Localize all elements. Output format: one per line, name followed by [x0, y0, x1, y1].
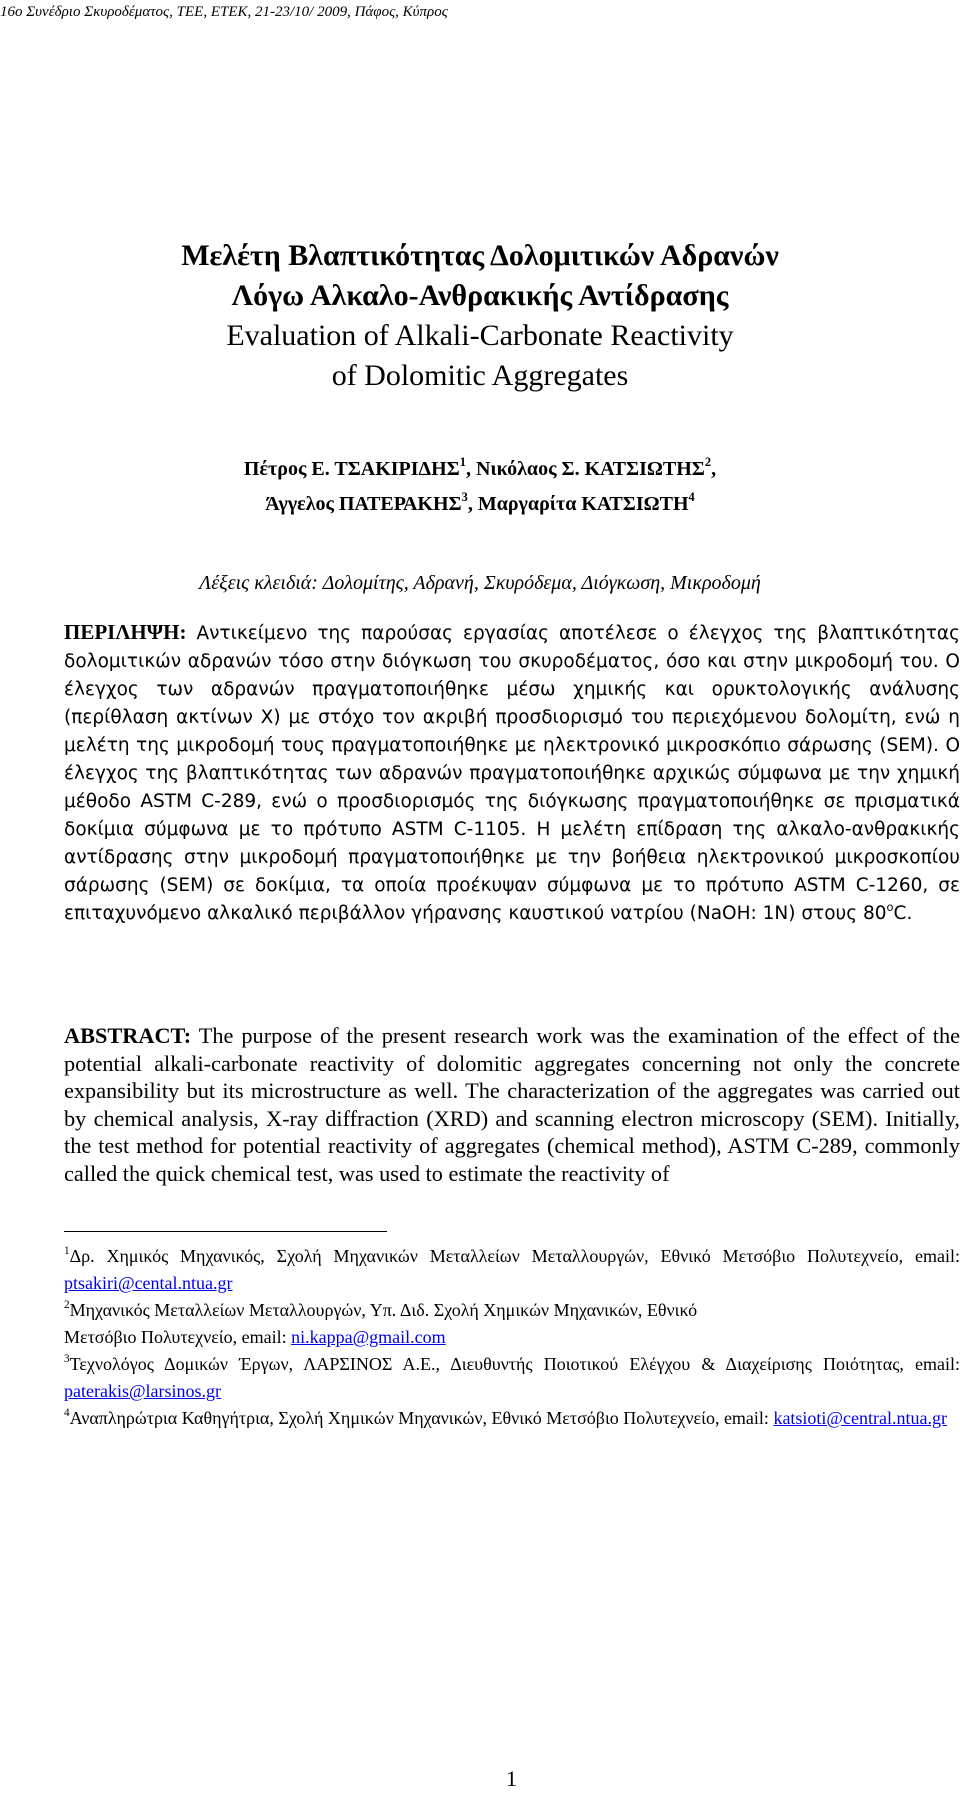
author-name: Πέτρος Ε. ΤΣΑΚΙΡΙΔΗΣ	[243, 458, 460, 480]
author-name: Άγγελος ΠΑΤΕΡΑΚΗΣ	[265, 493, 462, 515]
footnote-3	[64, 1351, 960, 1405]
footnote-1	[64, 1243, 960, 1297]
abstract-english-body: The purpose of the present research work was the examination of the effect of the potential alkali-carbonate reactivity of dolomitic aggregates concerning not only the concrete expansibility but its microstructure as well. The characterization of the aggregates was carried out by chemical analysis, X-ray diffraction (XRD) and scanning electron microscopy (SEM). Initially, the test method for potential reactivity of aggregates (chemical method), ASTM C-289, commonly called the quick chemical test, was used to estimate the reactivity of	[64, 1023, 960, 1186]
title-english-line-1: Evaluation of Alkali-Carbonate Reactivity	[226, 319, 734, 352]
footnote-divider	[64, 1231, 387, 1232]
footnote-text: Μηχανικός Μεταλλείων Μεταλλουργών, Υπ. Διδ. Σχολή Χημικών Μηχανικών, Εθνικό	[69, 1300, 698, 1320]
paper-title	[64, 236, 896, 396]
footnote-mark: 1	[64, 1244, 70, 1257]
footnote-text-continued: Μετσόβιο Πολυτεχνείο, email:	[64, 1327, 292, 1347]
author-mark: 1	[459, 455, 466, 470]
footnote-4	[64, 1405, 960, 1432]
email-link[interactable]: ptsakiri@cental.ntua.gr	[64, 1273, 233, 1293]
author-list	[64, 452, 896, 522]
abstract-greek-heading: ΠΕΡΙΛΗΨΗ:	[64, 620, 187, 644]
title-greek-line-1: Μελέτη Βλαπτικότητας Δολομιτικών Αδρανών	[181, 239, 779, 272]
email-link[interactable]: ni.kappa@gmail.com	[291, 1327, 446, 1347]
author-line-2: Άγγελος ΠΑΤΕΡΑΚΗΣ$^3$, Μαργαρίτα ΚΑΤΣΙΩΤΗ$^4$	[265, 490, 695, 515]
footnote-mark: 3	[64, 1352, 70, 1365]
page-number: 1	[506, 1766, 517, 1791]
footnote-mark: 4	[64, 1406, 70, 1419]
keywords: Λέξεις κλειδιά: Δολομίτης, Αδρανή, Σκυρόδεμα, Διόγκωση, Μικροδομή	[199, 572, 761, 594]
abstract-greek-tail: C.	[893, 903, 913, 924]
footnote-text: Τεχνολόγος Δομικών Έργων, ΛΑΡΣΙΝΟΣ Α.Ε., Διευθυντής Ποιοτικού Ελέγχου & Διαχείρισης Ποιότητας, email:	[69, 1354, 960, 1374]
author-name: Νικόλαος Σ. ΚΑΤΣΙΩΤΗΣ	[475, 458, 705, 480]
author-mark: 4	[688, 490, 695, 505]
abstract-greek	[64, 618, 960, 928]
author-mark: 2	[704, 455, 712, 470]
footnote-text: Αναπληρώτρια Καθηγήτρια, Σχολή Χημικών Μηχανικών, Εθνικό Μετσόβιο Πολυτεχνείο, email:	[69, 1408, 774, 1428]
degree-mark: o	[886, 899, 894, 914]
email-link[interactable]: katsioti@central.ntua.gr	[773, 1408, 947, 1428]
author-mark: 3	[461, 490, 468, 505]
footnotes	[64, 1243, 960, 1432]
title-greek-line-2: Λόγω Αλκαλο-Ανθρακικής Αντίδρασης	[231, 279, 729, 312]
footnote-2	[64, 1297, 960, 1351]
title-english-line-2: of Dolomitic Aggregates	[331, 359, 629, 392]
author-name: Μαργαρίτα ΚΑΤΣΙΩΤΗ	[477, 493, 689, 515]
abstract-english	[64, 1022, 960, 1187]
author-line-1: Πέτρος Ε. ΤΣΑΚΙΡΙΔΗΣ$^1$, Νικόλαος Σ. ΚΑΤΣΙΩΤΗΣ$^2$,	[243, 455, 717, 480]
footnote-mark: 2	[64, 1298, 70, 1311]
email-link[interactable]: paterakis@larsinos.gr	[64, 1381, 222, 1401]
abstract-greek-body: Αντικείμενο της παρούσας εργασίας αποτέλεσε ο έλεγχος της βλαπτικότητας δολομιτικών αδρανών τόσο στην διόγκωση του σκυροδέματος, όσο και στην μικροδομή του. Ο έλεγχος των αδρανών πραγματοποιήθηκε μέσω χημικής και ορυκτολογικής ανάλυσης (περίθλαση ακτίνων Χ) με στόχο τον ακριβή προσδιορισμό του περιεχόμενου δολομίτη, ενώ η μελέτη της μικροδομή τους πραγματοποιήθηκε με ηλεκτρονικό μικροσκόπιο σάρωσης (SEM). Ο έλεγχος της βλαπτικότητας των αδρανών πραγματοποιήθηκε αρχικώς σύμφωνα με την χημική μέθοδο ASTM C-289, ενώ ο προσδιορισμός της διόγκωσης πραγματοποιήθηκε σε πρισματικά δοκίμια σύμφωνα με το πρότυπο ASTM C-1105. Η μελέτη επίδραση της αλκαλο-ανθρακικής αντίδρασης στην μικροδομή πραγματοποιήθηκε με την βοήθεια ηλεκτρονικού μικροσκοπίου σάρωσης (SEM) σε δοκίμια, τα οποία προέκυψαν σύμφωνα με το πρότυπο ASTM C-1260, σε επιταχυνόμενο αλκαλικό περιβάλλον γήρανσης καυστικού νατρίου (NaOH: 1N) στους 80	[64, 623, 960, 924]
abstract-english-heading: ABSTRACT:	[64, 1023, 192, 1048]
footnote-text: Δρ. Χημικός Μηχανικός, Σχολή Μηχανικών Μεταλλείων Μεταλλουργών, Εθνικό Μετσόβιο Πολυτεχνείο, email:	[69, 1246, 960, 1266]
conference-header: 16ο Συνέδριο Σκυροδέματος, ΤΕΕ, ΕΤΕΚ, 21-23/10/ 2009, Πάφος, Κύπρος	[0, 4, 448, 20]
